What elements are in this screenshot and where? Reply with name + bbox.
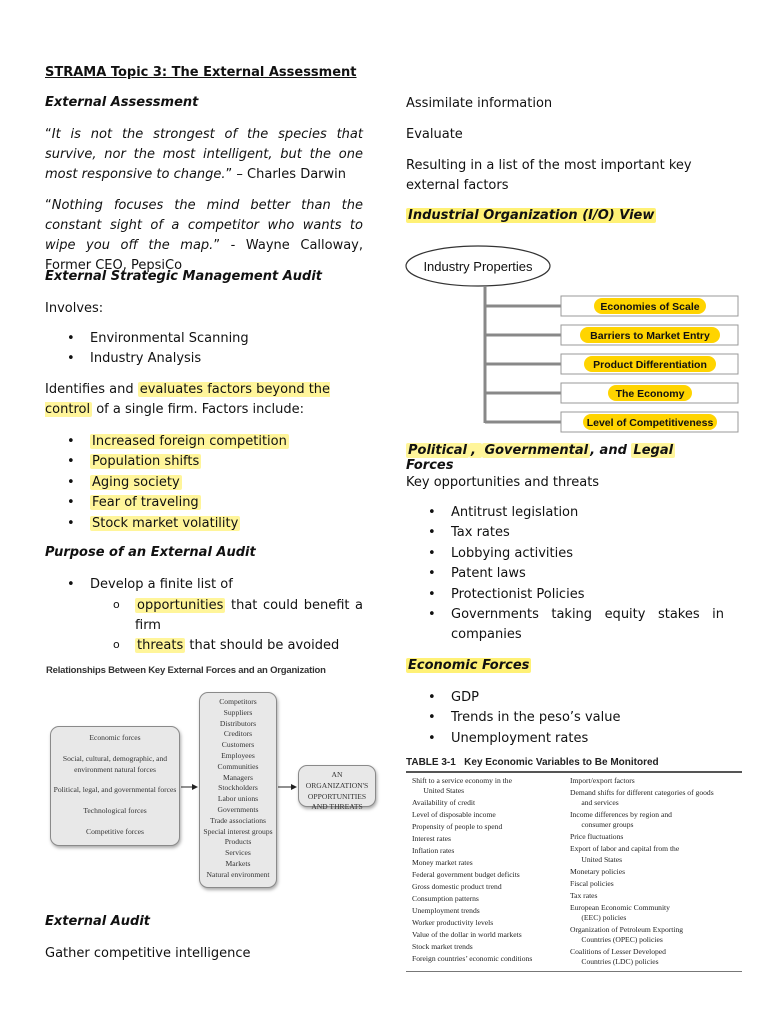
table-cell: European Economic Community (EEC) policies <box>570 902 670 922</box>
list-item: • Patent laws <box>406 564 724 584</box>
table-cell: Monetary policies <box>570 866 626 876</box>
stakeholder-label: Employees <box>221 750 255 760</box>
stakeholder-label: Stockholders <box>218 783 258 793</box>
external-audit-heading: External Audit <box>45 914 151 929</box>
table-cell: Unemployment trends <box>412 906 480 916</box>
assimilate-text: Assimilate information <box>406 96 553 111</box>
purpose-list <box>45 575 365 595</box>
diagram-title: Relationships Between Key External Forces and an Organization <box>46 665 326 676</box>
list-item: • Governments taking equity stakes in companies <box>406 605 724 645</box>
force-label: Competitive forces <box>86 826 144 836</box>
list-item: • Develop a finite list of <box>45 575 365 595</box>
industry-item <box>485 354 738 374</box>
stakeholder-label: Distributors <box>219 718 257 728</box>
diagram-arrows <box>46 664 381 904</box>
stakeholder-label: Special interest groups <box>203 826 273 836</box>
table-cell: Federal government budget deficits <box>412 870 520 880</box>
stakeholder-label: Governments <box>217 804 259 814</box>
stakeholder-label: Creditors <box>223 729 253 739</box>
outcome-label: AN ORGANIZATION'S OPPORTUNITIES AND THREATS <box>305 770 369 812</box>
table-cell: Fiscal policies <box>570 878 614 888</box>
table-cell: Stock market trends <box>412 942 473 952</box>
list-item: • Trends in the peso’s value <box>406 708 724 728</box>
list-item: • Tax rates <box>406 523 724 543</box>
purpose-sublist <box>45 596 363 656</box>
gather-text: Gather competitive intelligence <box>45 946 251 961</box>
list-item: • GDP <box>406 688 724 708</box>
industry-item <box>485 296 738 316</box>
industry-item-label: Economies of Scale <box>600 301 700 313</box>
industry-item-label: Level of Competitiveness <box>586 417 714 429</box>
table-cell: Value of the dollar in world markets <box>412 930 522 940</box>
table-column-2 <box>570 776 742 969</box>
list-item: • Lobbying activities <box>406 544 724 564</box>
list-item: • Industry Analysis <box>45 349 365 369</box>
list-item: • Antitrust legislation <box>406 503 724 523</box>
economic-heading: Economic Forces <box>408 658 530 673</box>
table-column-1 <box>406 776 564 969</box>
resulting-text: Resulting in a list of the most important key external factors <box>406 158 692 193</box>
table-cell: Consumption patterns <box>412 894 479 904</box>
stakeholder-label: Suppliers <box>223 707 253 717</box>
table-cell: Gross domestic product trend <box>412 882 502 892</box>
darwin-quote: “It is not the strongest of the species that survive, nor the most intelligent, but the one most responsive to change.” – Charles Darwin <box>45 127 363 182</box>
list-item: • Environmental Scanning <box>45 329 365 349</box>
stakeholder-label: Products <box>224 837 252 847</box>
stakeholder-label: Managers <box>223 772 253 782</box>
stakeholder-label: Customers <box>221 740 255 750</box>
table-cell: Foreign countries’ economic conditions <box>412 954 533 964</box>
table-cell: Money market rates <box>412 858 473 868</box>
stakeholder-label: Communities <box>217 761 259 771</box>
industry-item <box>485 325 738 345</box>
audit-heading: External Strategic Management Audit <box>45 269 323 284</box>
force-label: Social, cultural, demographic, and environment natural forces <box>62 753 168 774</box>
industry-root-label: Industry Properties <box>423 259 533 274</box>
table-cell: Coalitions of Lesser Developed Countries (LDC) policies <box>570 947 666 967</box>
list-item: • Protectionist Policies <box>406 585 724 605</box>
table-cell: Propensity of people to spend <box>412 822 503 832</box>
list-item: • Increased foreign competition <box>45 432 365 452</box>
calloway-quote: “Nothing focuses the mind better than the constant sight of a competitor who wants to wipe you off the map.” - Wayne Calloway, Former CEO, PepsiCo <box>45 198 364 273</box>
industry-item-label: Product Differentiation <box>593 359 707 371</box>
table-cell: Tax rates <box>570 890 598 900</box>
list-item: • Population shifts <box>45 452 365 472</box>
involves-list <box>45 329 365 370</box>
list-item: • Aging society <box>45 473 365 493</box>
external-assessment-heading: External Assessment <box>45 95 199 110</box>
table-cell: Demand shifts for different categories of goods and services <box>570 788 714 808</box>
table-cell: Export of labor and capital from the United States <box>570 844 680 864</box>
economic-list <box>406 688 724 749</box>
table-cell: Inflation rates <box>412 846 455 856</box>
industry-properties-diagram <box>403 240 743 440</box>
political-list <box>406 503 724 645</box>
table-cell: Level of disposable income <box>412 810 496 820</box>
io-view-heading: Industrial Organization (I/O) View <box>408 208 655 223</box>
economic-variables-table <box>406 757 742 972</box>
table-cell: Worker productivity levels <box>412 918 494 928</box>
purpose-heading: Purpose of an External Audit <box>45 545 256 560</box>
stakeholder-label: Natural environment <box>206 869 270 879</box>
involves-label: Involves: <box>45 301 104 316</box>
list-item: • Unemployment rates <box>406 729 724 749</box>
list-item: • Fear of traveling <box>45 493 365 513</box>
industry-item-label: The Economy <box>615 388 685 400</box>
table-cell: Availability of credit <box>412 798 476 808</box>
table-cell: Interest rates <box>412 834 452 844</box>
page-title: STRAMA Topic 3: The External Assessment <box>45 65 357 80</box>
political-heading: Political , Governmental , and Legal Forces <box>406 443 674 473</box>
identifies-text: Identifies and evaluates factors beyond the control of a single firm. Factors include: <box>45 382 331 417</box>
stakeholder-label: Services <box>225 848 251 858</box>
table-cell: Shift to a service economy in the United States <box>412 776 512 796</box>
stakeholder-label: Labor unions <box>217 794 259 804</box>
force-label: Technological forces <box>83 806 147 816</box>
industry-item <box>485 412 738 432</box>
list-item: o threats that should be avoided <box>45 636 363 656</box>
factors-list <box>45 432 365 534</box>
key-opportunities-text: Key opportunities and threats <box>406 475 600 490</box>
table-caption: TABLE 3-1 Key Economic Variables to Be Monitored <box>406 757 659 768</box>
evaluate-text: Evaluate <box>406 127 463 142</box>
force-label: Political, legal, and governmental forces <box>53 785 177 795</box>
industry-item <box>485 383 738 403</box>
stakeholder-label: Trade associations <box>209 815 267 825</box>
force-label: Economic forces <box>89 733 141 742</box>
table-cell: Organization of Petroleum Exporting Countries (OPEC) policies <box>570 924 684 945</box>
stakeholder-label: Competitors <box>219 697 257 706</box>
list-item: o opportunities that could benefit a firm <box>45 596 363 636</box>
table-cell: Import/export factors <box>570 776 635 785</box>
table-cell: Income differences by region and consumer groups <box>570 810 672 830</box>
table-cell: Price fluctuations <box>570 832 624 842</box>
list-item: • Stock market volatility <box>45 514 365 534</box>
industry-item-label: Barriers to Market Entry <box>590 330 710 342</box>
external-forces-diagram <box>46 664 381 904</box>
stakeholder-label: Markets <box>225 858 251 868</box>
